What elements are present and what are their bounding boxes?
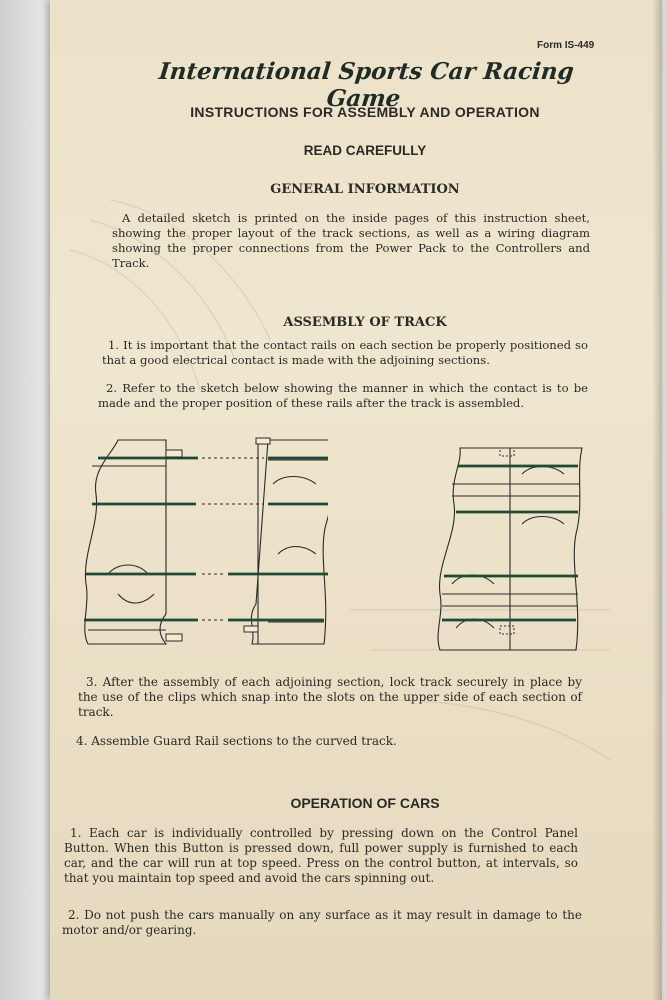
track-joint-sketch-unassembled [78, 434, 328, 650]
operation-step-2: 2. Do not push the cars manually on any surface as it may result in damage to the motor and/or gearing. [62, 908, 582, 937]
form-number: Form IS-449 [537, 40, 595, 51]
instruction-sheet [50, 0, 662, 1000]
page-edge-shadow [652, 0, 662, 1000]
assembly-step-4: 4. Assemble Guard Rail sections to the curved track. [76, 734, 397, 748]
document-title: International Sports Car Racing Game [157, 58, 576, 112]
document-subtitle: INSTRUCTIONS FOR ASSEMBLY AND OPERATION [190, 104, 540, 120]
general-information-text: A detailed sketch is printed on the inside pages of this instruction sheet, showing the proper layout of the track sections, as well as a wiring diagram showing the proper connections from the Power Pack to the Controllers and Track. [112, 211, 590, 270]
general-information-heading: GENERAL INFORMATION [270, 182, 460, 197]
track-joint-sketch-assembled [432, 444, 592, 654]
read-carefully-notice: READ CAREFULLY [303, 143, 427, 158]
operation-step-1: 1. Each car is individually controlled by pressing down on the Control Panel Button. When this Button is pressed down, full power supply is furnished to each car, and the car will run at top speed. Press on the control button, at intervals, so that you maintain top speed and avoid the cars spinning out. [64, 826, 578, 885]
assembly-step-1: 1. It is important that the contact rails on each section be properly positioned so that a good electrical contact is made with the adjoining sections. [102, 338, 588, 367]
operation-of-cars-heading: OPERATION OF CARS [290, 795, 440, 811]
assembly-step-2: 2. Refer to the sketch below showing the manner in which the contact is to be made and the proper position of these rails after the track is assembled. [98, 381, 588, 410]
assembly-of-track-heading: ASSEMBLY OF TRACK [283, 315, 447, 330]
assembly-step-3: 3. After the assembly of each adjoining section, lock track securely in place by the use of the clips which snap into the slots on the upper side of each section of track. [78, 675, 582, 719]
